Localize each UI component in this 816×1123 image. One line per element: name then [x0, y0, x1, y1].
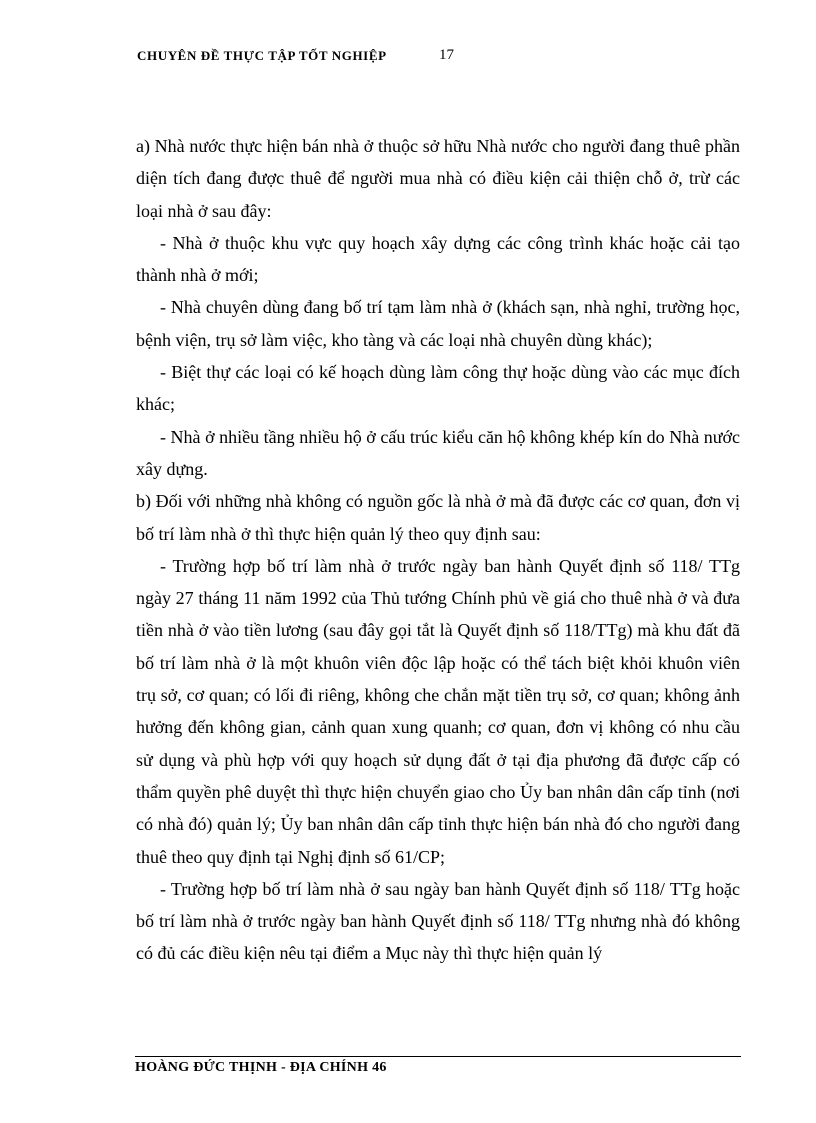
paragraph: a) Nhà nước thực hiện bán nhà ở thuộc sở hữu Nhà nước cho người đang thuê phần diện tích đang được thuê để người mua nhà có điều kiện cải thiện chỗ ở, trừ các loại nhà ở sau đây: — [136, 136, 740, 221]
paragraph: - Nhà ở nhiều tầng nhiều hộ ở cấu trúc kiểu căn hộ không khép kín do Nhà nước xây dựng. — [136, 426, 740, 479]
paragraph: - Trường hợp bố trí làm nhà ở sau ngày ban hành Quyết định số 118/ TTg hoặc bố trí làm nhà ở trước ngày ban hành Quyết định số 118/ TTg nhưng nhà đó không có đủ các điều kiện nêu tại điểm a Mục này thì thực hiện quản lý — [136, 878, 740, 964]
page-number: 17 — [439, 47, 454, 63]
paragraph: - Biệt thự các loại có kế hoạch dùng làm công thự hoặc dùng vào các mục đích khác; — [136, 362, 740, 415]
page-footer: HOÀNG ĐỨC THỊNH - ĐỊA CHÍNH 46 — [135, 1060, 387, 1075]
document-body — [136, 130, 740, 970]
footer-divider — [135, 1056, 741, 1057]
paragraph: - Nhà ở thuộc khu vực quy hoạch xây dựng các công trình khác hoặc cải tạo thành nhà ở mới; — [136, 232, 740, 286]
page-header — [137, 47, 454, 70]
paragraph: b) Đối với những nhà không có nguồn gốc là nhà ở mà đã được các cơ quan, đơn vị bố trí làm nhà ở thì thực hiện quản lý theo quy định sau: — [136, 491, 740, 544]
paragraph: - Nhà chuyên dùng đang bố trí tạm làm nhà ở (khách sạn, nhà nghỉ, trường học, bệnh viện, trụ sở làm việc, kho tàng và các loại nhà chuyên dùng khác); — [136, 297, 740, 350]
header-title: CHUYÊN ĐỀ THỰC TẬP TỐT NGHIỆP — [137, 48, 387, 63]
paragraph: - Trường hợp bố trí làm nhà ở trước ngày ban hành Quyết định số 118/ TTg ngày 27 tháng 11 năm 1992 của Thủ tướng Chính phủ về giá cho thuê nhà ở và đưa tiền nhà ở vào tiền lương (sau đây gọi tắt là Quyết định số 118/TTg) mà khu đất đã bố trí làm nhà ở là một khuôn viên độc lập hoặc có thể tách biệt khỏi khuôn viên trụ sở, cơ quan; có lối đi riêng, không che chắn mặt tiền trụ sở, cơ quan; không ảnh hưởng đến không gian, cảnh quan xung quanh; cơ quan, đơn vị không có nhu cầu sử dụng và phù hợp với quy hoạch sử dụng đất ở tại địa phương đã được cấp có thẩm quyền phê duyệt thì thực hiện chuyển giao cho Ủy ban nhân dân cấp tỉnh (nơi có nhà đó) quản lý; Ủy ban nhân dân cấp tỉnh thực hiện bán nhà đó cho người đang thuê theo quy định tại Nghị định số 61/CP; — [136, 555, 740, 867]
